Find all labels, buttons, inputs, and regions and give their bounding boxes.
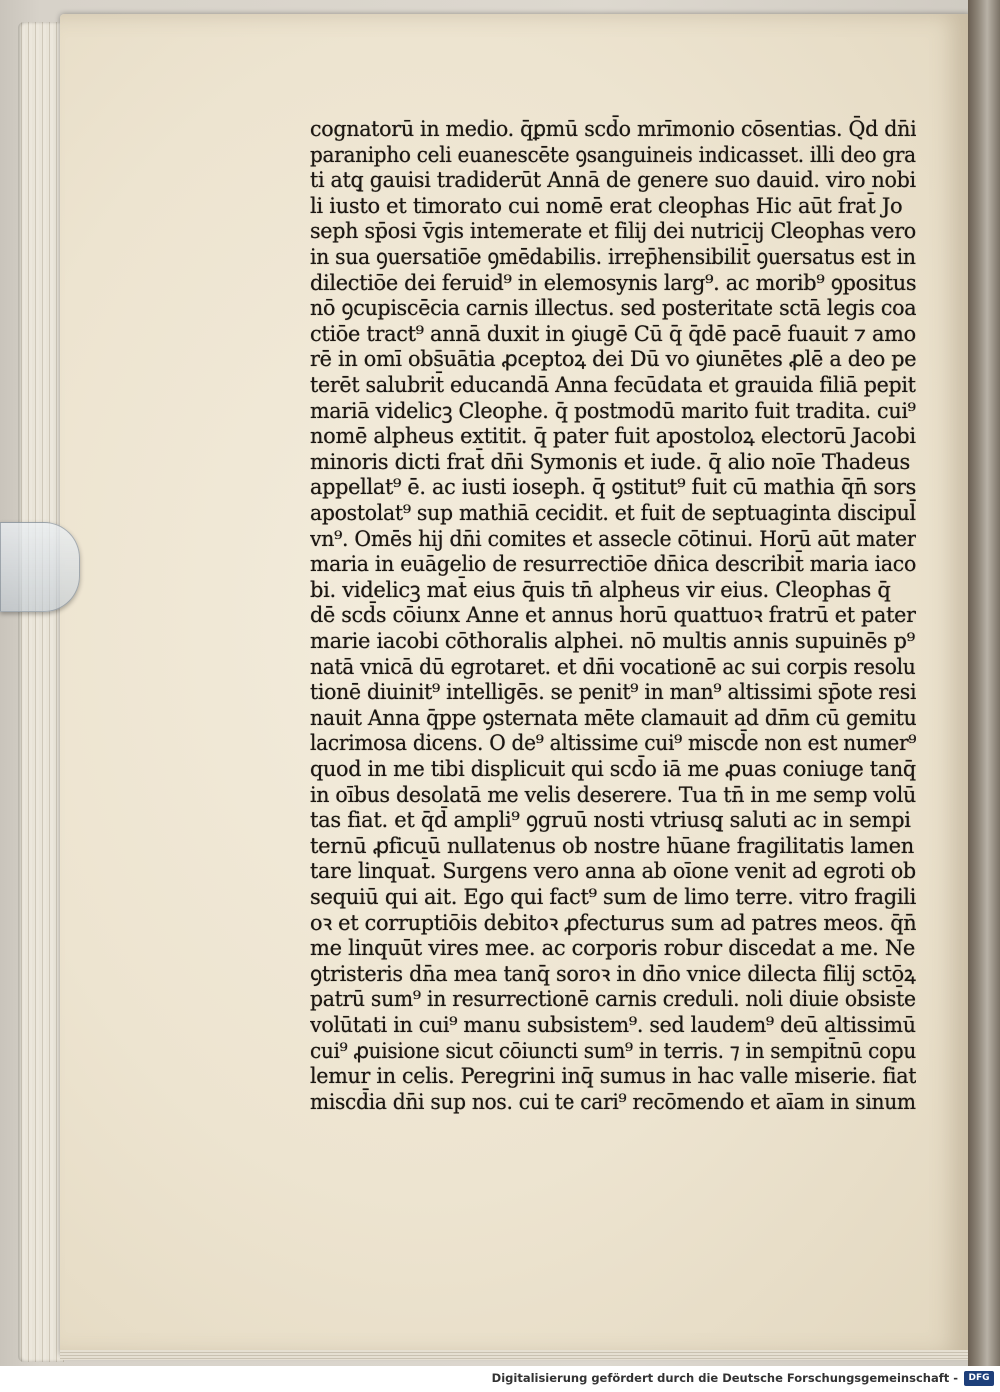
text-line: terēt salubrit̄ educandā Anna fecūdata et grauida filiā pepit bbox=[310, 373, 916, 397]
text-line: li iusto et timorato cui nomē erat cleophas Hic aūt frat̄ Jo bbox=[310, 193, 903, 218]
text-line: natā vnicā dū egrotaret. et dn̄i vocationē ac sui corpis resolu bbox=[310, 654, 916, 679]
text-line: tare linquat̄. Surgens vero anna ab oīone venit ad egroti ob bbox=[310, 859, 916, 884]
text-line: dē scd̄s cōiunx Anne et annus horū quattuoꝛ fratrū et pater bbox=[310, 603, 916, 628]
text-line: patrū sum⁹ in resurrectionē carnis creduli. noli diuie obsist̄e bbox=[310, 987, 916, 1012]
text-line: nauit Anna q̄ppe ꝯsternata mēte clamauit ad dn̄m cū gemitu bbox=[310, 705, 917, 730]
text-line: oꝛ et corruptiōis debitoꝛ ꝓfecturus sum ad patres meos. q̄n̄ bbox=[310, 910, 916, 935]
text-line: lemur in celis. Peregrini inq̄ sumus in hac valle miserie. fiat bbox=[310, 1064, 917, 1089]
printed-text-block bbox=[310, 112, 916, 1112]
text-line: maria in euāgelio de resurrectiōe dn̄ica describit̄ maria iaco bbox=[310, 552, 916, 577]
text-line: mariā videlicꝫ Cleophe. q̄ postmodū marito fuit tradita. cui⁹ bbox=[310, 398, 916, 423]
text-line: quod in me tibi displicuit qui scd̄o iā me ꝓuas coniuge tanq̄ bbox=[310, 757, 916, 781]
text-line: sequiū qui ait. Ego qui fact⁹ sum de limo terre. vitro fragili bbox=[310, 885, 917, 909]
text-line: vn⁹. Omēs hij dn̄i comites et assecle cōtinui. Horū aūt mater bbox=[310, 526, 916, 551]
text-line: minoris dicti frat̄ dn̄i Symonis et iude. q̄ alio noīe Thadeus bbox=[310, 449, 910, 474]
book-gutter bbox=[968, 0, 1000, 1392]
text-line: marie iacobi cōthoralis alphei. nō multis annis supuinēs p⁹ bbox=[310, 629, 915, 653]
text-line: ternū ꝓficuū nullatenus ob nostre hūane fragilitatis lamen bbox=[310, 833, 914, 858]
text-line: in oībus desolatā me velis deserere. Tua tn̄ in me semp volū bbox=[310, 782, 916, 807]
text-line: ꝯtristeris dn̄a mea tanq̄ soroꝛ in dn̄o vnice dilecta filij sctōꝝ bbox=[310, 961, 916, 986]
text-line: me linquūt vires mee. ac corporis robur discedat a me. Ne bbox=[310, 936, 916, 961]
text-line: cui⁹ ꝓuisione sicut cōiuncti sum⁹ in terris. ⁊ in sempit̄nū copu bbox=[310, 1038, 916, 1063]
text-line: miscd̄ia dn̄i sup nos. cui te cari⁹ recōmendo et aīam in sinum bbox=[310, 1089, 916, 1114]
text-line: lacrimosa dicens. O de⁹ altissime cui⁹ miscd̄e non est numer⁹ bbox=[310, 731, 917, 756]
text-line: ctiōe tract⁹ annā duxit in ꝯiugē Cū q̄ q̄dē pacē fuauit ⁊ amo bbox=[310, 321, 916, 346]
text-line: tas fiat. et q̄d̄ ampli⁹ ꝯgruū nosti vtriusq̧ saluti ac in sempi bbox=[310, 808, 911, 833]
text-line: cognatorū in medio. q̄ꝑmū scd̄o mrīmonio cōsentias. Q̄d dn̄i bbox=[310, 117, 917, 141]
text-line: in sua ꝯuersatiōe ꝯmēdabilis. irrep̄hensibilit̄ ꝯuersatus est in bbox=[310, 245, 916, 269]
text-line: dilectiōe dei feruid⁹ in elemosynis larg⁹. ac morib⁹ ꝯpositus bbox=[310, 270, 916, 295]
text-line: paranipho celi euanescēte ꝯsanguineis indicasset. illi deo gra bbox=[310, 142, 916, 167]
text-line: ti atq̧ gauisi tradiderūt Annā de genere suo dauid. viro nobi bbox=[310, 168, 916, 193]
text-line: seph sp̄osi v̄gis intemerate et filij dei nutricij Cleophas vero bbox=[310, 219, 916, 244]
book-bottom-edge bbox=[60, 1350, 970, 1360]
text-line: apostolat⁹ sup mathiā cecidit. et fuit de septuaginta discipul̄ bbox=[310, 501, 916, 525]
text-line: volūtati in cui⁹ manu subsistem⁹. sed laudem⁹ deū altissimū bbox=[310, 1013, 916, 1037]
text-line: bi. videlicꝫ mat̄ eius q̄uis tn̄ alpheus vir eius. Cleophas q̄ bbox=[310, 577, 891, 602]
text-line: appellat⁹ ē. ac iusti ioseph. q̄ ꝯstitut⁹ fuit cū mathia q̄n̄ sors bbox=[310, 475, 917, 500]
dfg-logo: DFG bbox=[964, 1371, 994, 1386]
footer-bar bbox=[0, 1366, 1000, 1392]
text-line: tionē diuinit⁹ intelligēs. se penit⁹ in man⁹ altissimi sp̄ote resi bbox=[310, 680, 917, 705]
text-line: rē in omī obs̄uātia ꝓceptoꝝ dei Dū vo ꝯiunētes ꝓlē a deo pe bbox=[310, 347, 917, 372]
book-page-edges bbox=[18, 22, 64, 1362]
footer-text: Digitalisierung gefördert durch die Deutsche Forschungsgemeinschaft - bbox=[491, 1371, 958, 1385]
plastic-clip bbox=[0, 522, 80, 612]
text-line: nomē alpheus extitit. q̄ pater fuit apostoloꝝ electorū Jacobi bbox=[310, 424, 916, 449]
text-line: nō ꝯcupiscēcia carnis illectus. sed posteritate sctā legis coa bbox=[310, 296, 917, 321]
